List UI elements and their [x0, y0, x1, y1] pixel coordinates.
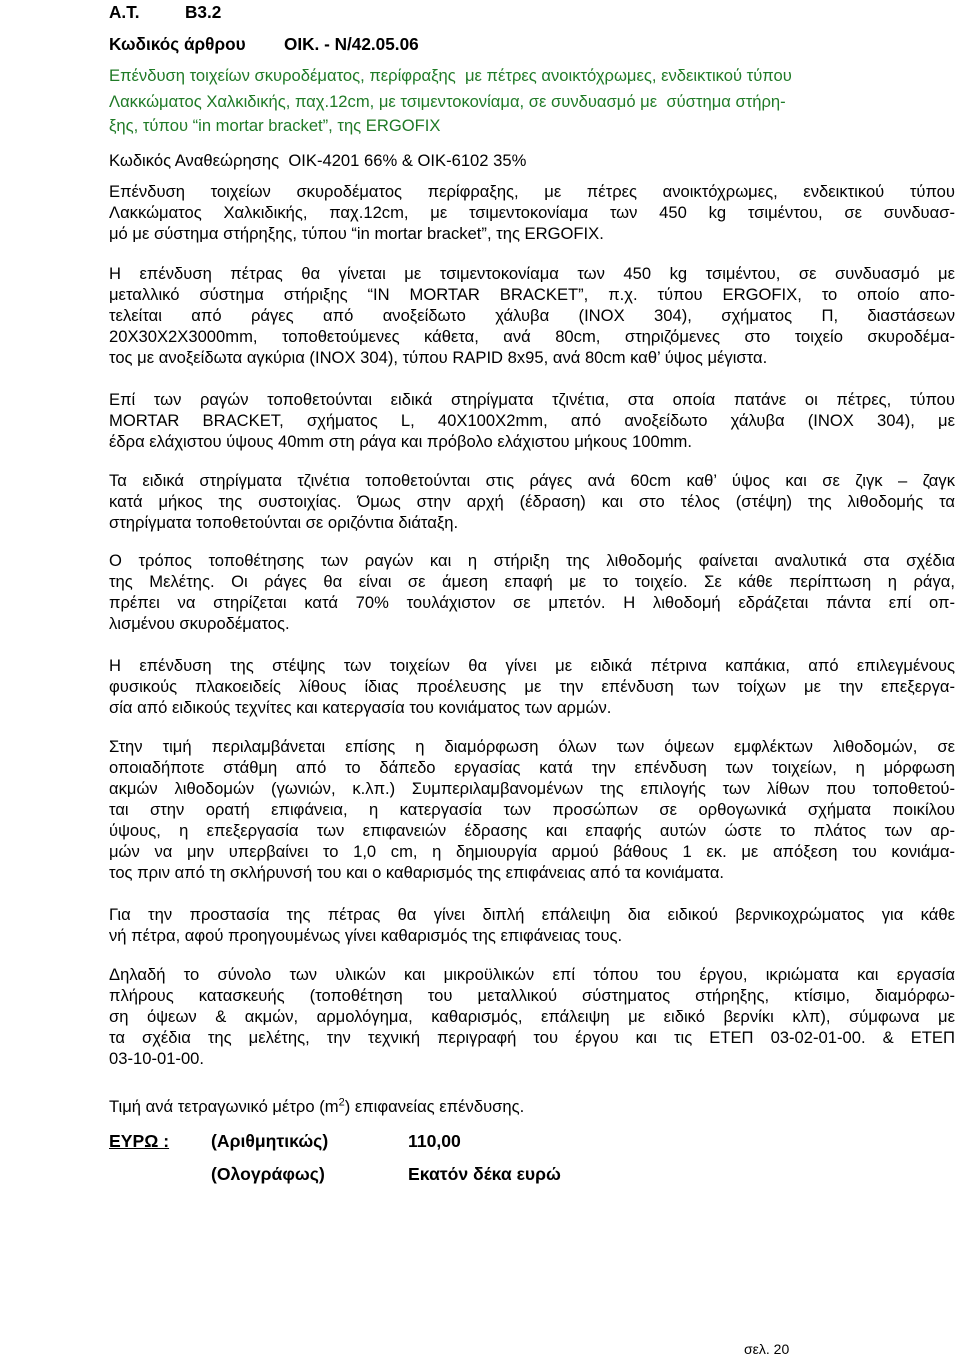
title-line: Λακκώματος Χαλκιδικής, παχ.12cm, με τσιμεντοκονίαμα, σε συνδυασμό με σύστημα στήρη- — [109, 92, 786, 111]
paragraph-line: της Μελέτης. Οι ράγες θα είναι σε άμεση επαφή με το τοιχείο. Σε κάθε περίπτωση η ράγα, — [109, 572, 955, 591]
title-line: ξης, τύπου “in mortar bracket”, της ERGOFIX — [109, 116, 441, 135]
paragraph-line: ύψους, η επεξεργασία των επιφανειών έδρασης και επαφής αυτών ώστε το πλάτος των αρ- — [109, 821, 955, 840]
paragraph-line: Τα ειδικά στηρίγματα τζινέτια τοποθετούνται στις ράγες ανά 60cm καθ’ ύψος και σε ζιγκ – ζαγκ — [109, 471, 955, 490]
page-number: σελ. 20 — [744, 1341, 790, 1357]
paragraph-line: Ο τρόπος τοποθέτησης των ραγών και η στήριξη της λιθοδομής φαίνεται αναλυτικά στα σχέδια — [109, 551, 955, 570]
price-unit-superscript: 2 — [338, 1096, 345, 1109]
price-unit-text: Τιμή ανά τετραγωνικό μέτρο (m — [109, 1097, 339, 1116]
paragraph-line: πλήρους κατασκευής (τοποθέτηση του μεταλλικού σύστηματος στήρηξης, κτίσιμο, διαμόρφω- — [109, 986, 955, 1005]
paragraph-line: Η επένδυση πέτρας θα γίνεται με τσιμεντοκονίαμα των 450 kg τσιμέντου, σε συνδυασμό με — [109, 264, 955, 283]
paragraph-line: πρέπει να στηρίζεται κατά 70% τουλάχιστον σε μπετόν. Η λιθοδομή εδράζεται πάντα επί οπ- — [109, 593, 955, 612]
title-line: Επένδυση τοιχείων σκυροδέματος, περίφραξης με πέτρες ανοικτόχρωμες, ενδεικτικού τύπου — [109, 66, 792, 85]
euro-words-label: (Ολογράφως) — [211, 1164, 325, 1184]
paragraph-line: ται στην ορατή επιφάνεια, η κατεργασία των προσώπων σε ορθογωνικά σχήματα ποικίλου — [109, 800, 955, 819]
paragraph-line: στηρίγματα τοποθετούνται σε οριζόντια διάταξη. — [109, 513, 459, 532]
paragraph-line: τα σχέδια της μελέτης, την τεχνική περιγραφή του έργου και τις ΕΤΕΠ 03-02-01-00. & ΕΤΕΠ — [109, 1028, 955, 1047]
paragraph-line: Στην τιμή περιλαμβάνεται επίσης η διαμόρφωση όλων των όψεων εμφλέκτων λιθοδομών, σε — [109, 737, 955, 756]
paragraph-line: Επένδυση τοιχείων σκυροδέματος περίφραξης, με πέτρες ανοικτόχρωμες, ενδεικτικού τύπου — [109, 182, 955, 201]
paragraph-line: ακμών λιθοδομών (γωνιών, κ.λπ.) Συμπεριλαμβανομένων της επιλογής των λίθων που τοποθετού- — [109, 779, 955, 798]
paragraph-line: Για την προστασία της πέτρας θα γίνει διπλή επάλειψη δια ειδικού βερνικοχρώματος για κάθε — [109, 905, 955, 924]
paragraph-line: MORTAR BRACKET, σχήματος L, 40X100X2mm, από ανοξείδωτο χάλυβα (INOX 304), με — [109, 411, 955, 430]
price-unit-text-end: ) επιφανείας επένδυσης. — [344, 1097, 525, 1116]
article-code-value: ΟΙΚ. - Ν/42.05.06 — [284, 34, 419, 54]
paragraph-line: μό με σύστημα στήρηξης, τύπου “in mortar bracket”, της ERGOFIX. — [109, 224, 604, 243]
article-code-label: Κωδικός άρθρου — [109, 34, 246, 54]
euro-label: ΕΥΡΩ : — [109, 1131, 170, 1151]
paragraph-line: ση όψεων & ακμών, αρμολόγημα, καθαρισμός, επάλειψη με ειδικό βερνίκι κλπ), σύμφωνα με — [109, 1007, 955, 1026]
price-unit-line — [109, 1097, 524, 1117]
paragraph-line: τος με ανοξείδωτα αγκύρια (INOX 304), τύπου RAPID 8x95, ανά 80cm καθ’ ύψος μέγιστα. — [109, 348, 768, 367]
euro-numeric-value: 110,00 — [408, 1131, 461, 1151]
paragraph-line: Λακκώματος Χαλκιδικής, παχ.12cm, με τσιμεντοκονίαμα των 450 kg τσιμέντου, σε συνδυασ- — [109, 203, 955, 222]
paragraph-line: μεταλλικό σύστημα στήριξης “IN MORTAR BRACKET”, π.χ. τύπου ERGOFIX, το οποίο απο- — [109, 285, 955, 304]
paragraph-line: οποιαδήποτε στάθμη από το δάπεδο εργασίας κατά την επένδυση των τοιχείων, η μόρφωση — [109, 758, 955, 777]
euro-numeric-label: (Αριθμητικώς) — [211, 1131, 329, 1151]
paragraph-line: τος πριν από τη σκλήρυνσή του και ο καθαρισμός της επιφάνειας από τα κονιάματα. — [109, 863, 725, 882]
at-label: Α.Τ. — [109, 2, 140, 22]
paragraph-line: Δηλαδή το σύνολο των υλικών και μικροϋλικών επί τόπου του έργου, ικριώματα και εργασία — [109, 965, 955, 984]
paragraph-line: λισμένου σκυροδέματος. — [109, 614, 290, 633]
paragraph-line: νή πέτρα, αφού προηγουμένως γίνει καθαρισμός της επιφάνειας τους. — [109, 926, 623, 945]
paragraph-line: 03-10-01-00. — [109, 1049, 205, 1068]
revision-code: Κωδικός Αναθεώρησης ΟΙΚ-4201 66% & ΟΙΚ-6102 35% — [109, 151, 527, 170]
at-value: Β3.2 — [185, 2, 222, 22]
paragraph-line: φυσικούς πλακοειδείς λίθους ίδιας προέλευσης με την επένδυση των τοίχων με την επεξεργα- — [109, 677, 955, 696]
euro-words-value: Εκατόν δέκα ευρώ — [408, 1164, 561, 1184]
paragraph-line: κατά μήκος της συστοιχίας. Όμως στην αρχή (έδραση) και στο τέλος (στέψη) της λιθοδομής τα — [109, 492, 955, 511]
paragraph-line: σία από ειδικούς τεχνίτες και κατεργασία του κονιάματος των αρμών. — [109, 698, 612, 717]
paragraph-line: Η επένδυση της στέψης των τοιχείων θα γίνει με ειδικά πέτρινα καπάκια, από επιλεγμένους — [109, 656, 955, 675]
paragraph-line: 20Χ30Χ2Χ3000mm, τοποθετούμενες κάθετα, ανά 80cm, στηριζόμενες στο τοιχείο σκυροδέμα- — [109, 327, 955, 346]
paragraph-line: μών να μην υπερβαίνει το 1,0 cm, η δημιουργία αρμού βάθους 1 εκ. με απόξεση του κονιάμα- — [109, 842, 955, 861]
paragraph-line: τελείται από ράγες από ανοξείδωτο χάλυβα (INOX 304), σχήματος Π, διαστάσεων — [109, 306, 955, 325]
paragraph-line: έδρα ελάχιστου ύψους 40mm στη ράγα και πρόβολο ελάχιστου μήκους 100mm. — [109, 432, 692, 451]
paragraph-line: Επί των ραγών τοποθετούνται ειδικά στηρίγματα τζινέτια, στα οποία πατάνε οι πέτρες, τύπου — [109, 390, 955, 409]
